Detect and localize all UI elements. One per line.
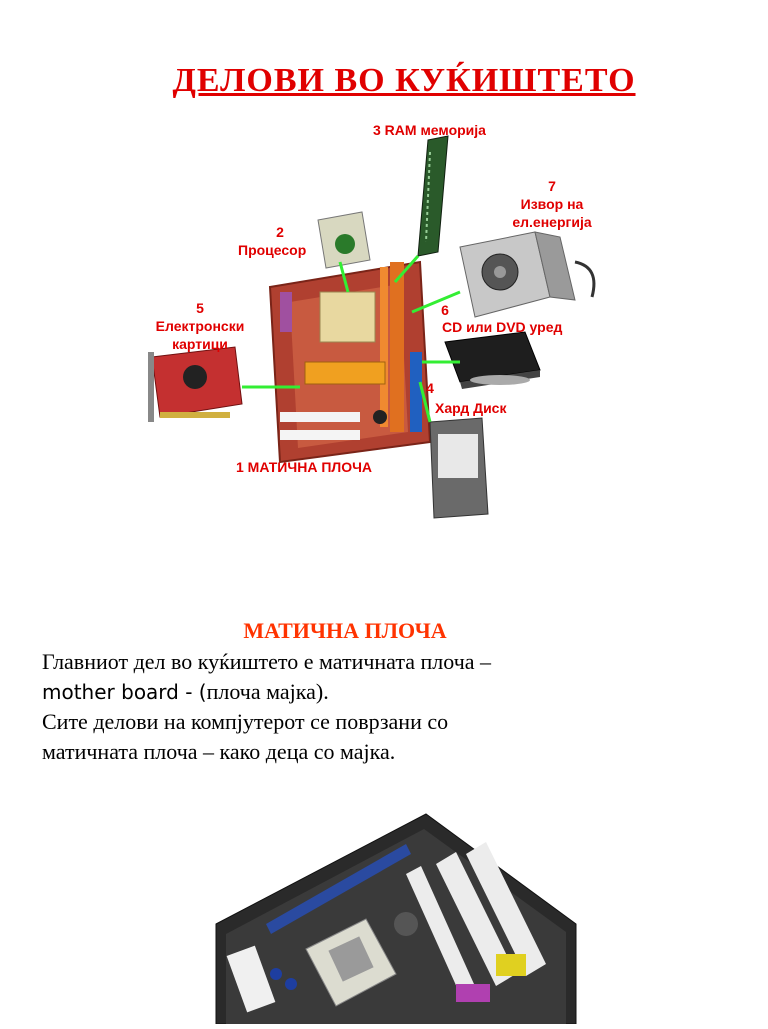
label-power-line1: Извор на bbox=[520, 196, 584, 212]
motherboard-photo bbox=[206, 774, 586, 1024]
body-line-3: Сите делови на компјутерот се поврзани со bbox=[42, 709, 449, 734]
label-power-line2: ел.енергија bbox=[512, 214, 592, 230]
page-title: ДЕЛОВИ ВО КУЌИШТЕТО bbox=[172, 62, 636, 99]
body-line-2 bbox=[42, 677, 662, 707]
section-heading: МАТИЧНА ПЛОЧА bbox=[243, 618, 447, 643]
expansion-card-image bbox=[148, 347, 242, 422]
hard-disk-image bbox=[430, 418, 488, 518]
label-cpu: Процесор bbox=[238, 242, 307, 258]
body-line-1: Главниот дел во куќиштето е матичната плоча – bbox=[42, 649, 492, 674]
label-cd-number: 6 bbox=[441, 302, 449, 318]
body-line-2-rest: плоча мајка). bbox=[206, 679, 329, 704]
label-hdd-number: 4 bbox=[426, 380, 434, 396]
label-ram: 3 RAM меморија bbox=[373, 122, 486, 138]
body-paragraph bbox=[42, 647, 662, 767]
components-diagram bbox=[130, 112, 630, 532]
label-hdd: Хард Диск bbox=[435, 400, 507, 416]
label-cards-line1: Електронски bbox=[155, 318, 245, 334]
label-cpu-number: 2 bbox=[276, 224, 284, 240]
label-cd: CD или DVD уред bbox=[442, 319, 563, 335]
label-power-number: 7 bbox=[548, 178, 556, 194]
ram-image bbox=[418, 136, 448, 256]
mother-board-term: mother board - ( bbox=[42, 680, 207, 704]
body-line-4: матичната плоча – како деца со мајка. bbox=[42, 739, 396, 764]
label-motherboard: 1 МАТИЧНА ПЛОЧА bbox=[236, 459, 373, 475]
label-cards-line2: картици bbox=[172, 336, 228, 352]
motherboard-image bbox=[270, 262, 430, 462]
cpu-image bbox=[318, 212, 370, 268]
label-cards-number: 5 bbox=[196, 300, 204, 316]
